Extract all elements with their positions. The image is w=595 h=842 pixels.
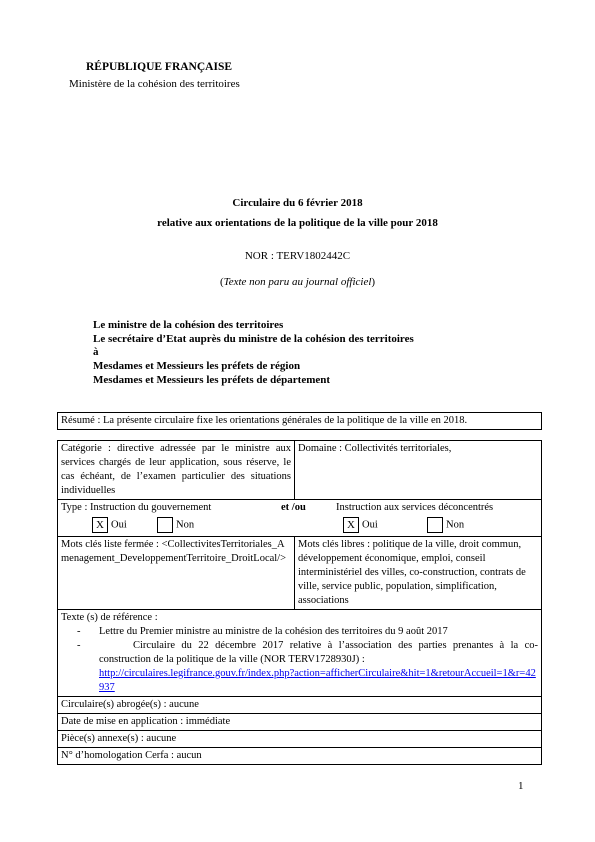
cerfa-cell: N° d’homologation Cerfa : aucun [58, 748, 542, 765]
reference-item: - Circulaire du 22 décembre 2017 relative à l’association des parties prenantes à la co-construction de la politique de la ville (NOR TERV1728930J) : http://circulaires.legifrance.gouv.fr/index.php?action=afficherCirculaire&hit=1&retourAccueil=1&r=42937 [77, 640, 538, 693]
recipient-to: à [93, 346, 99, 358]
type-cell [58, 500, 542, 537]
type-services-label: Instruction aux services déconcentrés [336, 502, 494, 513]
type-label: Type : Instruction du gouvernement [61, 502, 212, 513]
circular-subtitle: relative aux orientations de la politique de la ville pour 2018 [157, 217, 438, 229]
recipient-department: Mesdames et Messieurs les préfets de département [93, 374, 331, 386]
republic-heading: RÉPUBLIQUE FRANÇAISE [86, 61, 233, 73]
date-application-cell: Date de mise en application : immédiate [58, 714, 542, 731]
domaine-cell: Domaine : Collectivités territoriales, [295, 441, 542, 500]
pieces-annexes-cell: Pièce(s) annexe(s) : aucune [58, 731, 542, 748]
categorie-cell: Catégorie : directive adressée par le ministre aux services chargés de leur application, sous réserve, le cas échéant, de l’examen particulier des situations individuelles [58, 441, 295, 500]
info-table [57, 440, 542, 765]
summary-box [57, 412, 542, 430]
services-non-checkbox[interactable] [427, 517, 443, 533]
summary-text: Résumé : La présente circulaire fixe les orientations générales de la politique de la ville en 2018. [58, 413, 542, 430]
gov-non-checkbox[interactable] [157, 517, 173, 533]
references-list [61, 625, 538, 695]
type-etou: et /ou [281, 502, 306, 513]
gov-oui-option[interactable]: X Oui [92, 517, 127, 533]
reference-item: - Lettre du Premier ministre au ministre de la cohésion des territoires du 9 août 2017 [77, 626, 448, 637]
sender-minister: Le ministre de la cohésion des territoires [93, 319, 284, 331]
circulaire-link[interactable]: http://circulaires.legifrance.gouv.fr/index.php?action=afficherCirculaire&hit=1&retourAccueil=1&r=42937 [99, 668, 536, 693]
mots-cles-fermee-cell: Mots clés liste fermée : <CollectivitesTerritoriales_Amenagement_DeveloppementTerritoire_DroitLocal/> [58, 537, 295, 610]
nor-reference: NOR : TERV1802442C [244, 250, 351, 262]
ministry-name: Ministère de la cohésion des territoires [69, 78, 240, 90]
services-oui-checkbox[interactable]: X [343, 517, 359, 533]
sender-secretary: Le secrétaire d’Etat auprès du ministre de la cohésion des territoires [93, 333, 414, 345]
circular-title: Circulaire du 6 février 2018 [232, 197, 363, 209]
references-label: Texte (s) de référence : [61, 612, 158, 623]
publication-note: (Texte non paru au journal officiel) [219, 276, 376, 288]
services-non-option[interactable]: Non [427, 517, 464, 533]
mots-cles-libres-cell: Mots clés libres : politique de la ville, droit commun, développement économique, emploi, conseil interministériel des villes, co-construction, contrats de ville, service public, population, simplification, associations [295, 537, 542, 610]
recipient-region: Mesdames et Messieurs les préfets de région [93, 360, 301, 372]
services-oui-option[interactable]: X Oui [343, 517, 378, 533]
gov-non-option[interactable]: Non [157, 517, 194, 533]
references-cell [58, 610, 542, 697]
page-number: 1 [518, 780, 524, 792]
abrogees-cell: Circulaire(s) abrogée(s) : aucune [58, 697, 542, 714]
gov-oui-checkbox[interactable]: X [92, 517, 108, 533]
